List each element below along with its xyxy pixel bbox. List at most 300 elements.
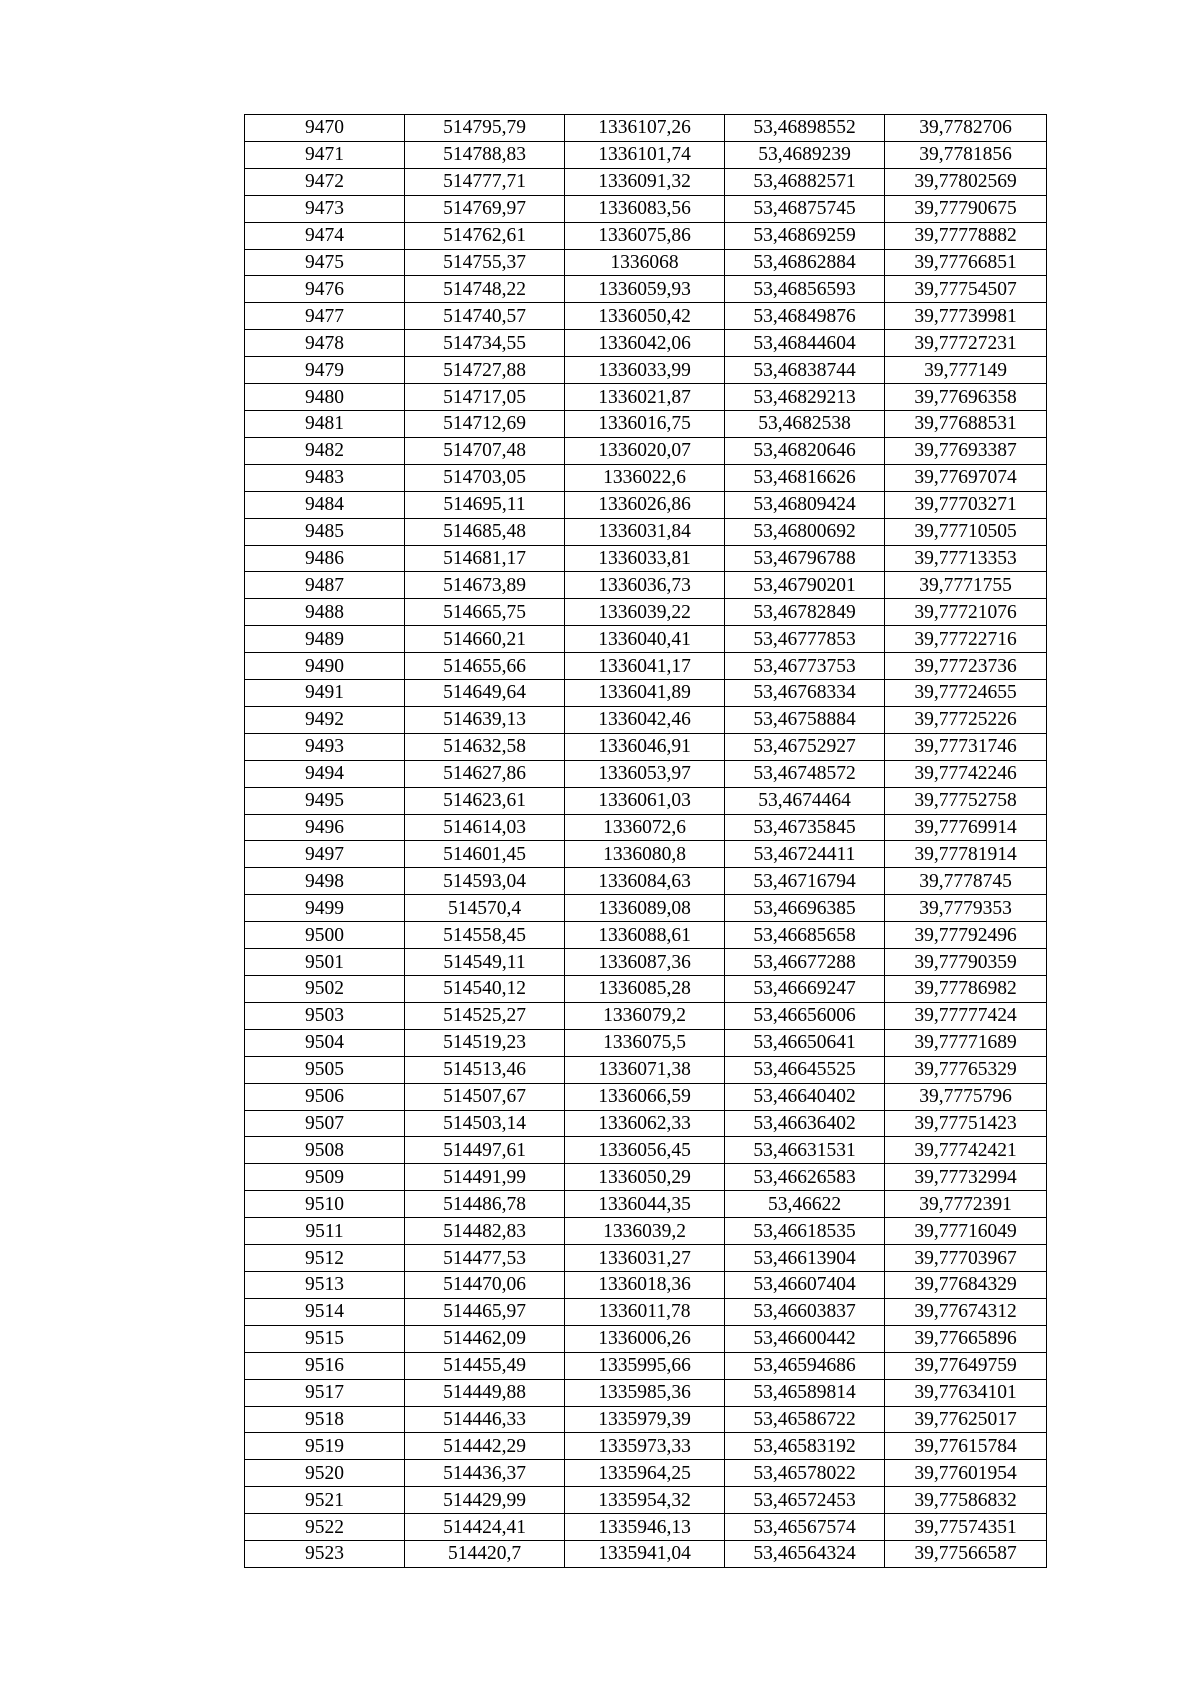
latitude-cell: 53,46645525 [725, 1056, 885, 1083]
x-coordinate-cell: 514788,83 [405, 141, 565, 168]
x-coordinate-cell: 514442,29 [405, 1433, 565, 1460]
table-row [245, 249, 1047, 276]
latitude-cell: 53,46613904 [725, 1245, 885, 1272]
latitude-cell: 53,46829213 [725, 384, 885, 411]
longitude-cell: 39,77574351 [885, 1514, 1047, 1541]
x-coordinate-cell: 514420,7 [405, 1541, 565, 1568]
point-number-cell: 9471 [245, 141, 405, 168]
table-row [245, 330, 1047, 357]
y-coordinate-cell: 1336071,38 [565, 1056, 725, 1083]
table-row [245, 706, 1047, 733]
x-coordinate-cell: 514570,4 [405, 895, 565, 922]
latitude-cell: 53,46838744 [725, 357, 885, 384]
y-coordinate-cell: 1336050,42 [565, 303, 725, 330]
point-number-cell: 9480 [245, 384, 405, 411]
point-number-cell: 9519 [245, 1433, 405, 1460]
longitude-cell: 39,77696358 [885, 384, 1047, 411]
coordinates-table [244, 114, 1047, 1568]
x-coordinate-cell: 514769,97 [405, 195, 565, 222]
point-number-cell: 9485 [245, 518, 405, 545]
point-number-cell: 9491 [245, 680, 405, 707]
table-row [245, 1433, 1047, 1460]
y-coordinate-cell: 1336068 [565, 249, 725, 276]
table-row [245, 922, 1047, 949]
table-row [245, 437, 1047, 464]
x-coordinate-cell: 514436,37 [405, 1460, 565, 1487]
latitude-cell: 53,46875745 [725, 195, 885, 222]
latitude-cell: 53,46594686 [725, 1352, 885, 1379]
table-row [245, 222, 1047, 249]
table-row [245, 518, 1047, 545]
table-row [245, 1245, 1047, 1272]
longitude-cell: 39,77732994 [885, 1164, 1047, 1191]
x-coordinate-cell: 514525,27 [405, 1002, 565, 1029]
point-number-cell: 9495 [245, 787, 405, 814]
y-coordinate-cell: 1335995,66 [565, 1352, 725, 1379]
longitude-cell: 39,77688531 [885, 410, 1047, 437]
x-coordinate-cell: 514655,66 [405, 653, 565, 680]
latitude-cell: 53,46773753 [725, 653, 885, 680]
latitude-cell: 53,46567574 [725, 1514, 885, 1541]
latitude-cell: 53,46650641 [725, 1029, 885, 1056]
latitude-cell: 53,46856593 [725, 276, 885, 303]
x-coordinate-cell: 514639,13 [405, 706, 565, 733]
x-coordinate-cell: 514755,37 [405, 249, 565, 276]
y-coordinate-cell: 1336075,86 [565, 222, 725, 249]
latitude-cell: 53,46724411 [725, 841, 885, 868]
latitude-cell: 53,46820646 [725, 437, 885, 464]
y-coordinate-cell: 1336107,26 [565, 115, 725, 142]
table-row [245, 1514, 1047, 1541]
x-coordinate-cell: 514614,03 [405, 814, 565, 841]
x-coordinate-cell: 514519,23 [405, 1029, 565, 1056]
x-coordinate-cell: 514777,71 [405, 168, 565, 195]
table-row [245, 733, 1047, 760]
longitude-cell: 39,77781914 [885, 841, 1047, 868]
latitude-cell: 53,4689239 [725, 141, 885, 168]
latitude-cell: 53,46564324 [725, 1541, 885, 1568]
x-coordinate-cell: 514695,11 [405, 491, 565, 518]
y-coordinate-cell: 1335954,32 [565, 1487, 725, 1514]
x-coordinate-cell: 514734,55 [405, 330, 565, 357]
table-row [245, 1218, 1047, 1245]
point-number-cell: 9494 [245, 760, 405, 787]
point-number-cell: 9477 [245, 303, 405, 330]
x-coordinate-cell: 514507,67 [405, 1083, 565, 1110]
longitude-cell: 39,77751423 [885, 1110, 1047, 1137]
y-coordinate-cell: 1336050,29 [565, 1164, 725, 1191]
table-row [245, 115, 1047, 142]
y-coordinate-cell: 1336091,32 [565, 168, 725, 195]
latitude-cell: 53,46796788 [725, 545, 885, 572]
table-row [245, 1137, 1047, 1164]
point-number-cell: 9506 [245, 1083, 405, 1110]
point-number-cell: 9510 [245, 1191, 405, 1218]
latitude-cell: 53,46578022 [725, 1460, 885, 1487]
latitude-cell: 53,46748572 [725, 760, 885, 787]
point-number-cell: 9518 [245, 1406, 405, 1433]
point-number-cell: 9475 [245, 249, 405, 276]
point-number-cell: 9513 [245, 1271, 405, 1298]
table-row [245, 787, 1047, 814]
latitude-cell: 53,46636402 [725, 1110, 885, 1137]
y-coordinate-cell: 1336016,75 [565, 410, 725, 437]
table-row [245, 1298, 1047, 1325]
x-coordinate-cell: 514623,61 [405, 787, 565, 814]
y-coordinate-cell: 1336039,2 [565, 1218, 725, 1245]
latitude-cell: 53,46589814 [725, 1379, 885, 1406]
y-coordinate-cell: 1336080,8 [565, 841, 725, 868]
longitude-cell: 39,77752758 [885, 787, 1047, 814]
latitude-cell: 53,46622 [725, 1191, 885, 1218]
longitude-cell: 39,77601954 [885, 1460, 1047, 1487]
x-coordinate-cell: 514707,48 [405, 437, 565, 464]
table-row [245, 545, 1047, 572]
table-row [245, 1164, 1047, 1191]
point-number-cell: 9490 [245, 653, 405, 680]
point-number-cell: 9472 [245, 168, 405, 195]
x-coordinate-cell: 514424,41 [405, 1514, 565, 1541]
longitude-cell: 39,7772391 [885, 1191, 1047, 1218]
longitude-cell: 39,77790675 [885, 195, 1047, 222]
latitude-cell: 53,46898552 [725, 115, 885, 142]
point-number-cell: 9483 [245, 464, 405, 491]
x-coordinate-cell: 514593,04 [405, 868, 565, 895]
latitude-cell: 53,46586722 [725, 1406, 885, 1433]
point-number-cell: 9520 [245, 1460, 405, 1487]
x-coordinate-cell: 514540,12 [405, 976, 565, 1003]
table-row [245, 599, 1047, 626]
longitude-cell: 39,77766851 [885, 249, 1047, 276]
x-coordinate-cell: 514717,05 [405, 384, 565, 411]
x-coordinate-cell: 514673,89 [405, 572, 565, 599]
longitude-cell: 39,77625017 [885, 1406, 1047, 1433]
longitude-cell: 39,7775796 [885, 1083, 1047, 1110]
y-coordinate-cell: 1336053,97 [565, 760, 725, 787]
longitude-cell: 39,77777424 [885, 1002, 1047, 1029]
latitude-cell: 53,46790201 [725, 572, 885, 599]
longitude-cell: 39,77754507 [885, 276, 1047, 303]
x-coordinate-cell: 514513,46 [405, 1056, 565, 1083]
y-coordinate-cell: 1336044,35 [565, 1191, 725, 1218]
y-coordinate-cell: 1335973,33 [565, 1433, 725, 1460]
latitude-cell: 53,46640402 [725, 1083, 885, 1110]
x-coordinate-cell: 514449,88 [405, 1379, 565, 1406]
x-coordinate-cell: 514703,05 [405, 464, 565, 491]
latitude-cell: 53,46618535 [725, 1218, 885, 1245]
y-coordinate-cell: 1336046,91 [565, 733, 725, 760]
table-row [245, 141, 1047, 168]
table-row [245, 949, 1047, 976]
point-number-cell: 9487 [245, 572, 405, 599]
latitude-cell: 53,46600442 [725, 1325, 885, 1352]
table-row [245, 1406, 1047, 1433]
table-row [245, 1191, 1047, 1218]
point-number-cell: 9509 [245, 1164, 405, 1191]
table-row [245, 1325, 1047, 1352]
point-number-cell: 9505 [245, 1056, 405, 1083]
y-coordinate-cell: 1336083,56 [565, 195, 725, 222]
longitude-cell: 39,77713353 [885, 545, 1047, 572]
latitude-cell: 53,46800692 [725, 518, 885, 545]
table-row [245, 357, 1047, 384]
longitude-cell: 39,77786982 [885, 976, 1047, 1003]
point-number-cell: 9498 [245, 868, 405, 895]
longitude-cell: 39,77710505 [885, 518, 1047, 545]
longitude-cell: 39,77721076 [885, 599, 1047, 626]
longitude-cell: 39,77697074 [885, 464, 1047, 491]
y-coordinate-cell: 1336056,45 [565, 1137, 725, 1164]
latitude-cell: 53,46862884 [725, 249, 885, 276]
latitude-cell: 53,46782849 [725, 599, 885, 626]
point-number-cell: 9489 [245, 626, 405, 653]
y-coordinate-cell: 1336101,74 [565, 141, 725, 168]
y-coordinate-cell: 1336072,6 [565, 814, 725, 841]
y-coordinate-cell: 1336026,86 [565, 491, 725, 518]
y-coordinate-cell: 1336006,26 [565, 1325, 725, 1352]
point-number-cell: 9500 [245, 922, 405, 949]
x-coordinate-cell: 514482,83 [405, 1218, 565, 1245]
x-coordinate-cell: 514665,75 [405, 599, 565, 626]
longitude-cell: 39,77566587 [885, 1541, 1047, 1568]
y-coordinate-cell: 1335985,36 [565, 1379, 725, 1406]
latitude-cell: 53,46677288 [725, 949, 885, 976]
point-number-cell: 9493 [245, 733, 405, 760]
y-coordinate-cell: 1336031,84 [565, 518, 725, 545]
x-coordinate-cell: 514497,61 [405, 1137, 565, 1164]
longitude-cell: 39,77703271 [885, 491, 1047, 518]
longitude-cell: 39,777149 [885, 357, 1047, 384]
y-coordinate-cell: 1336036,73 [565, 572, 725, 599]
table-row [245, 384, 1047, 411]
latitude-cell: 53,46777853 [725, 626, 885, 653]
y-coordinate-cell: 1335964,25 [565, 1460, 725, 1487]
point-number-cell: 9492 [245, 706, 405, 733]
point-number-cell: 9516 [245, 1352, 405, 1379]
table-row [245, 195, 1047, 222]
longitude-cell: 39,77693387 [885, 437, 1047, 464]
y-coordinate-cell: 1336061,03 [565, 787, 725, 814]
longitude-cell: 39,77727231 [885, 330, 1047, 357]
y-coordinate-cell: 1336039,22 [565, 599, 725, 626]
x-coordinate-cell: 514601,45 [405, 841, 565, 868]
y-coordinate-cell: 1336040,41 [565, 626, 725, 653]
x-coordinate-cell: 514470,06 [405, 1271, 565, 1298]
point-number-cell: 9499 [245, 895, 405, 922]
latitude-cell: 53,46656006 [725, 1002, 885, 1029]
longitude-cell: 39,77725226 [885, 706, 1047, 733]
x-coordinate-cell: 514627,86 [405, 760, 565, 787]
longitude-cell: 39,77739981 [885, 303, 1047, 330]
point-number-cell: 9504 [245, 1029, 405, 1056]
y-coordinate-cell: 1335941,04 [565, 1541, 725, 1568]
table-row [245, 1379, 1047, 1406]
longitude-cell: 39,77742246 [885, 760, 1047, 787]
table-row [245, 1029, 1047, 1056]
x-coordinate-cell: 514477,53 [405, 1245, 565, 1272]
longitude-cell: 39,7781856 [885, 141, 1047, 168]
x-coordinate-cell: 514549,11 [405, 949, 565, 976]
point-number-cell: 9497 [245, 841, 405, 868]
longitude-cell: 39,77790359 [885, 949, 1047, 976]
table-row [245, 572, 1047, 599]
longitude-cell: 39,77722716 [885, 626, 1047, 653]
point-number-cell: 9481 [245, 410, 405, 437]
latitude-cell: 53,46752927 [725, 733, 885, 760]
x-coordinate-cell: 514491,99 [405, 1164, 565, 1191]
point-number-cell: 9511 [245, 1218, 405, 1245]
longitude-cell: 39,77731746 [885, 733, 1047, 760]
latitude-cell: 53,46716794 [725, 868, 885, 895]
latitude-cell: 53,46869259 [725, 222, 885, 249]
y-coordinate-cell: 1336079,2 [565, 1002, 725, 1029]
longitude-cell: 39,77615784 [885, 1433, 1047, 1460]
longitude-cell: 39,77649759 [885, 1352, 1047, 1379]
y-coordinate-cell: 1335979,39 [565, 1406, 725, 1433]
longitude-cell: 39,77684329 [885, 1271, 1047, 1298]
y-coordinate-cell: 1336041,89 [565, 680, 725, 707]
point-number-cell: 9484 [245, 491, 405, 518]
table-row [245, 680, 1047, 707]
point-number-cell: 9473 [245, 195, 405, 222]
table-row [245, 1271, 1047, 1298]
x-coordinate-cell: 514503,14 [405, 1110, 565, 1137]
longitude-cell: 39,7782706 [885, 115, 1047, 142]
longitude-cell: 39,77716049 [885, 1218, 1047, 1245]
y-coordinate-cell: 1336011,78 [565, 1298, 725, 1325]
latitude-cell: 53,46758884 [725, 706, 885, 733]
longitude-cell: 39,77742421 [885, 1137, 1047, 1164]
y-coordinate-cell: 1336041,17 [565, 653, 725, 680]
table-row [245, 868, 1047, 895]
coordinates-table-body [245, 115, 1047, 1568]
x-coordinate-cell: 514762,61 [405, 222, 565, 249]
longitude-cell: 39,77723736 [885, 653, 1047, 680]
longitude-cell: 39,77634101 [885, 1379, 1047, 1406]
latitude-cell: 53,46583192 [725, 1433, 885, 1460]
latitude-cell: 53,46685658 [725, 922, 885, 949]
table-row [245, 491, 1047, 518]
longitude-cell: 39,77792496 [885, 922, 1047, 949]
latitude-cell: 53,46572453 [725, 1487, 885, 1514]
longitude-cell: 39,7779353 [885, 895, 1047, 922]
point-number-cell: 9496 [245, 814, 405, 841]
table-row [245, 760, 1047, 787]
longitude-cell: 39,77665896 [885, 1325, 1047, 1352]
point-number-cell: 9501 [245, 949, 405, 976]
x-coordinate-cell: 514748,22 [405, 276, 565, 303]
latitude-cell: 53,46631531 [725, 1137, 885, 1164]
point-number-cell: 9521 [245, 1487, 405, 1514]
point-number-cell: 9482 [245, 437, 405, 464]
x-coordinate-cell: 514446,33 [405, 1406, 565, 1433]
point-number-cell: 9507 [245, 1110, 405, 1137]
y-coordinate-cell: 1336020,07 [565, 437, 725, 464]
table-row [245, 1352, 1047, 1379]
table-row [245, 410, 1047, 437]
longitude-cell: 39,77674312 [885, 1298, 1047, 1325]
table-row [245, 276, 1047, 303]
x-coordinate-cell: 514649,64 [405, 680, 565, 707]
point-number-cell: 9515 [245, 1325, 405, 1352]
y-coordinate-cell: 1335946,13 [565, 1514, 725, 1541]
y-coordinate-cell: 1336089,08 [565, 895, 725, 922]
point-number-cell: 9502 [245, 976, 405, 1003]
y-coordinate-cell: 1336066,59 [565, 1083, 725, 1110]
latitude-cell: 53,46849876 [725, 303, 885, 330]
table-row [245, 814, 1047, 841]
point-number-cell: 9523 [245, 1541, 405, 1568]
point-number-cell: 9517 [245, 1379, 405, 1406]
table-row [245, 1541, 1047, 1568]
y-coordinate-cell: 1336059,93 [565, 276, 725, 303]
table-row [245, 1056, 1047, 1083]
x-coordinate-cell: 514462,09 [405, 1325, 565, 1352]
table-row [245, 976, 1047, 1003]
table-row [245, 1460, 1047, 1487]
longitude-cell: 39,77765329 [885, 1056, 1047, 1083]
y-coordinate-cell: 1336062,33 [565, 1110, 725, 1137]
x-coordinate-cell: 514632,58 [405, 733, 565, 760]
longitude-cell: 39,77586832 [885, 1487, 1047, 1514]
y-coordinate-cell: 1336075,5 [565, 1029, 725, 1056]
latitude-cell: 53,46607404 [725, 1271, 885, 1298]
y-coordinate-cell: 1336084,63 [565, 868, 725, 895]
point-number-cell: 9503 [245, 1002, 405, 1029]
x-coordinate-cell: 514429,99 [405, 1487, 565, 1514]
point-number-cell: 9512 [245, 1245, 405, 1272]
longitude-cell: 39,77724655 [885, 680, 1047, 707]
latitude-cell: 53,46735845 [725, 814, 885, 841]
latitude-cell: 53,4682538 [725, 410, 885, 437]
point-number-cell: 9474 [245, 222, 405, 249]
longitude-cell: 39,77778882 [885, 222, 1047, 249]
table-row [245, 1002, 1047, 1029]
y-coordinate-cell: 1336033,99 [565, 357, 725, 384]
point-number-cell: 9470 [245, 115, 405, 142]
latitude-cell: 53,46816626 [725, 464, 885, 491]
x-coordinate-cell: 514455,49 [405, 1352, 565, 1379]
latitude-cell: 53,46768334 [725, 680, 885, 707]
point-number-cell: 9488 [245, 599, 405, 626]
y-coordinate-cell: 1336033,81 [565, 545, 725, 572]
table-row [245, 303, 1047, 330]
point-number-cell: 9486 [245, 545, 405, 572]
point-number-cell: 9476 [245, 276, 405, 303]
y-coordinate-cell: 1336031,27 [565, 1245, 725, 1272]
table-row [245, 1083, 1047, 1110]
point-number-cell: 9478 [245, 330, 405, 357]
y-coordinate-cell: 1336021,87 [565, 384, 725, 411]
x-coordinate-cell: 514486,78 [405, 1191, 565, 1218]
latitude-cell: 53,46809424 [725, 491, 885, 518]
table-row [245, 626, 1047, 653]
table-row [245, 464, 1047, 491]
table-row [245, 895, 1047, 922]
latitude-cell: 53,46844604 [725, 330, 885, 357]
table-row [245, 1110, 1047, 1137]
x-coordinate-cell: 514660,21 [405, 626, 565, 653]
x-coordinate-cell: 514465,97 [405, 1298, 565, 1325]
latitude-cell: 53,46603837 [725, 1298, 885, 1325]
y-coordinate-cell: 1336088,61 [565, 922, 725, 949]
x-coordinate-cell: 514685,48 [405, 518, 565, 545]
longitude-cell: 39,77802569 [885, 168, 1047, 195]
x-coordinate-cell: 514712,69 [405, 410, 565, 437]
y-coordinate-cell: 1336022,6 [565, 464, 725, 491]
latitude-cell: 53,4674464 [725, 787, 885, 814]
latitude-cell: 53,46669247 [725, 976, 885, 1003]
